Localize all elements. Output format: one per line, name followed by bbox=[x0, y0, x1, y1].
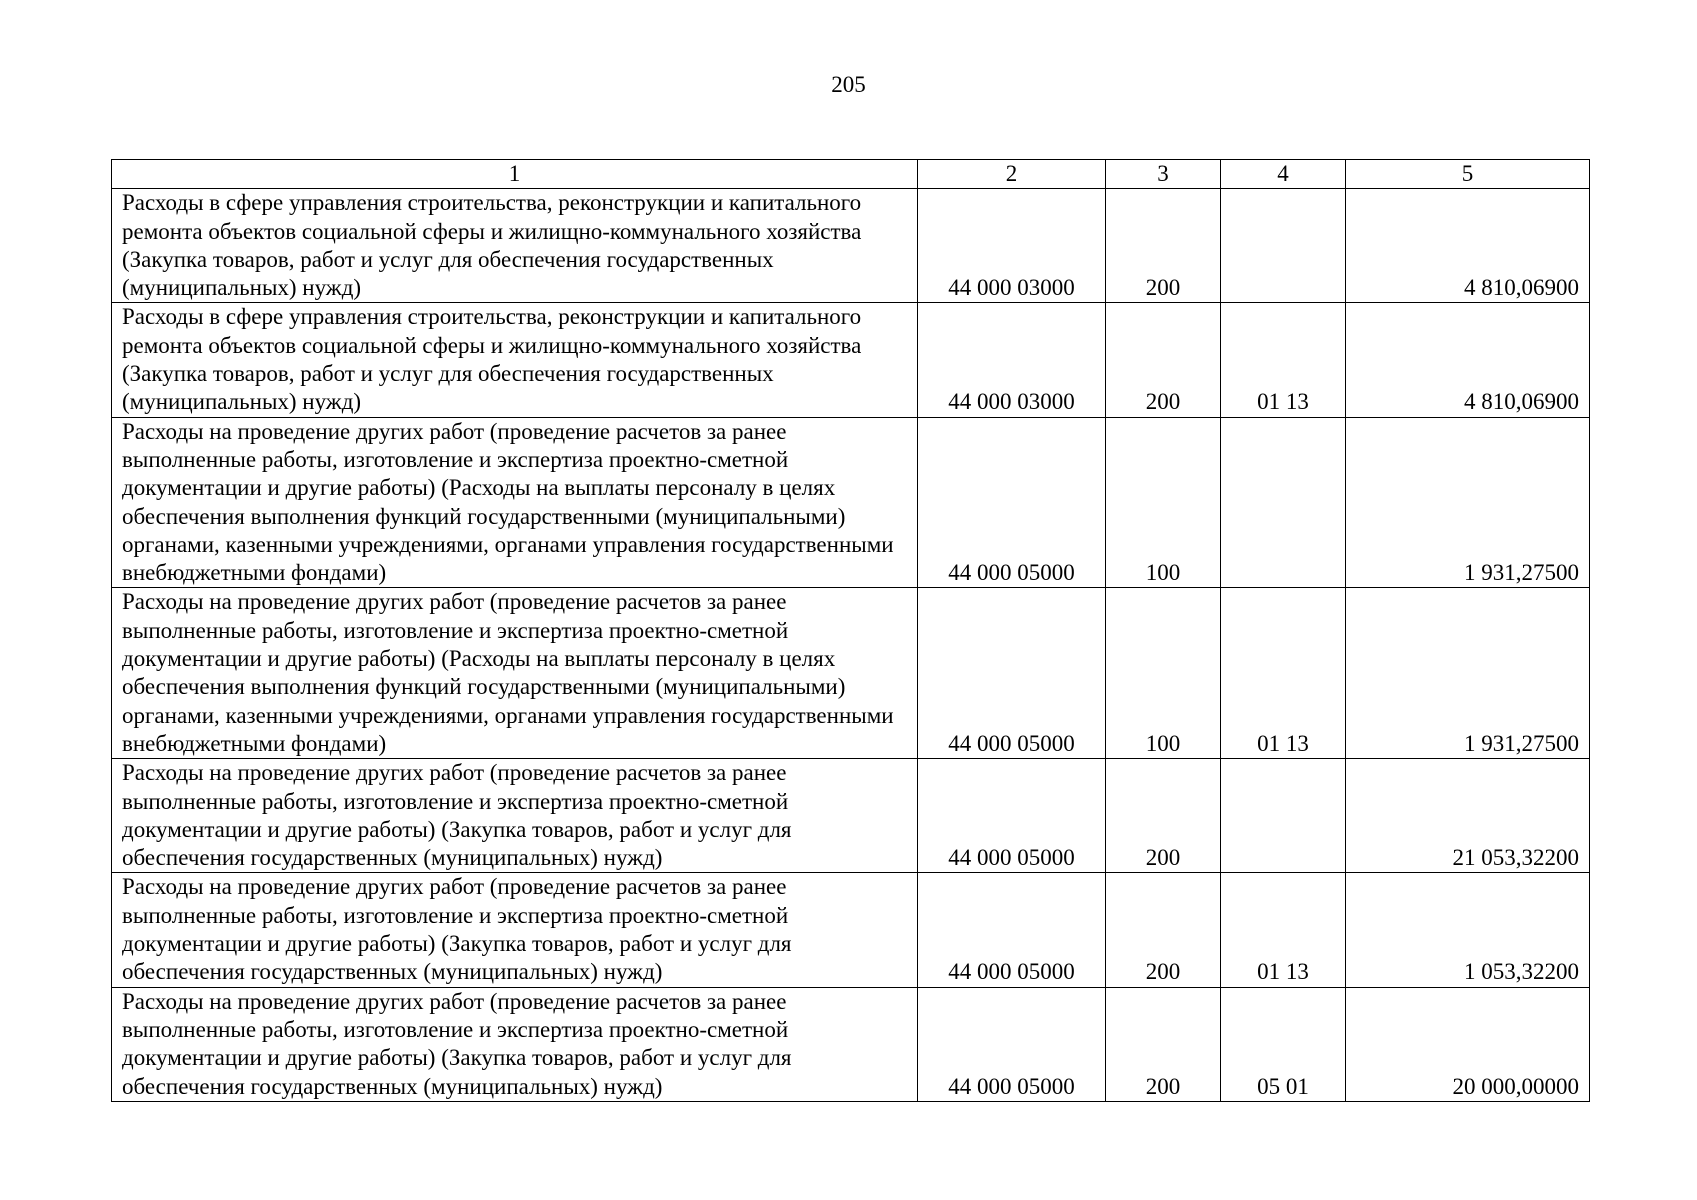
header-col-3: 3 bbox=[1106, 160, 1221, 189]
row-section bbox=[1221, 417, 1346, 588]
row-description: Расходы на проведение других работ (проведение расчетов за ранее выполненные работы, изготовление и экспертиза проектно-сметной документации и другие работы) (Закупка товаров, работ и услуг для обеспечения государственных (муниципальных) нужд) bbox=[112, 987, 918, 1101]
row-amount: 20 000,00000 bbox=[1346, 987, 1590, 1101]
row-expense-type: 200 bbox=[1106, 759, 1221, 873]
row-section: 05 01 bbox=[1221, 987, 1346, 1101]
row-description: Расходы на проведение других работ (проведение расчетов за ранее выполненные работы, изготовление и экспертиза проектно-сметной документации и другие работы) (Расходы на выплаты персоналу в целях обеспечения выполнения функций государственными (муниципальными) органами, казенными учреждениями, органами управления государственными внебюджетными фондами) bbox=[112, 417, 918, 588]
row-section: 01 13 bbox=[1221, 303, 1346, 417]
row-expense-type: 200 bbox=[1106, 189, 1221, 303]
row-amount: 21 053,32200 bbox=[1346, 759, 1590, 873]
row-expense-type: 200 bbox=[1106, 873, 1221, 987]
row-amount: 4 810,06900 bbox=[1346, 303, 1590, 417]
row-section: 01 13 bbox=[1221, 873, 1346, 987]
row-description: Расходы на проведение других работ (проведение расчетов за ранее выполненные работы, изготовление и экспертиза проектно-сметной документации и другие работы) (Расходы на выплаты персоналу в целях обеспечения выполнения функций государственными (муниципальными) органами, казенными учреждениями, органами управления государственными внебюджетными фондами) bbox=[112, 588, 918, 759]
header-col-5: 5 bbox=[1346, 160, 1590, 189]
row-description: Расходы в сфере управления строительства, реконструкции и капитального ремонта объектов социальной сферы и жилищно-коммунального хозяйства (Закупка товаров, работ и услуг для обеспечения государственных (муниципальных) нужд) bbox=[112, 189, 918, 303]
row-expense-type: 100 bbox=[1106, 588, 1221, 759]
row-description: Расходы на проведение других работ (проведение расчетов за ранее выполненные работы, изготовление и экспертиза проектно-сметной документации и другие работы) (Закупка товаров, работ и услуг для обеспечения государственных (муниципальных) нужд) bbox=[112, 873, 918, 987]
row-target-article: 44 000 05000 bbox=[918, 417, 1106, 588]
row-amount: 1 931,27500 bbox=[1346, 588, 1590, 759]
header-col-2: 2 bbox=[918, 160, 1106, 189]
table-row bbox=[112, 189, 1590, 303]
row-description: Расходы в сфере управления строительства, реконструкции и капитального ремонта объектов социальной сферы и жилищно-коммунального хозяйства (Закупка товаров, работ и услуг для обеспечения государственных (муниципальных) нужд) bbox=[112, 303, 918, 417]
budget-table bbox=[111, 159, 1590, 1102]
row-amount: 1 053,32200 bbox=[1346, 873, 1590, 987]
row-expense-type: 100 bbox=[1106, 417, 1221, 588]
row-description: Расходы на проведение других работ (проведение расчетов за ранее выполненные работы, изготовление и экспертиза проектно-сметной документации и другие работы) (Закупка товаров, работ и услуг для обеспечения государственных (муниципальных) нужд) bbox=[112, 759, 918, 873]
row-target-article: 44 000 05000 bbox=[918, 987, 1106, 1101]
header-col-1: 1 bbox=[112, 160, 918, 189]
table-row bbox=[112, 873, 1590, 987]
row-target-article: 44 000 03000 bbox=[918, 189, 1106, 303]
table-row bbox=[112, 417, 1590, 588]
row-amount: 1 931,27500 bbox=[1346, 417, 1590, 588]
row-expense-type: 200 bbox=[1106, 987, 1221, 1101]
row-target-article: 44 000 03000 bbox=[918, 303, 1106, 417]
row-expense-type: 200 bbox=[1106, 303, 1221, 417]
table-header bbox=[112, 160, 1590, 189]
row-target-article: 44 000 05000 bbox=[918, 588, 1106, 759]
row-section bbox=[1221, 759, 1346, 873]
table-row bbox=[112, 759, 1590, 873]
table-row bbox=[112, 588, 1590, 759]
row-target-article: 44 000 05000 bbox=[918, 873, 1106, 987]
row-target-article: 44 000 05000 bbox=[918, 759, 1106, 873]
table-row bbox=[112, 303, 1590, 417]
header-col-4: 4 bbox=[1221, 160, 1346, 189]
row-section: 01 13 bbox=[1221, 588, 1346, 759]
header-row bbox=[112, 160, 1590, 189]
page-number: 205 bbox=[831, 72, 866, 97]
row-section bbox=[1221, 189, 1346, 303]
table-row bbox=[112, 987, 1590, 1101]
row-amount: 4 810,06900 bbox=[1346, 189, 1590, 303]
table-body bbox=[112, 189, 1590, 1102]
